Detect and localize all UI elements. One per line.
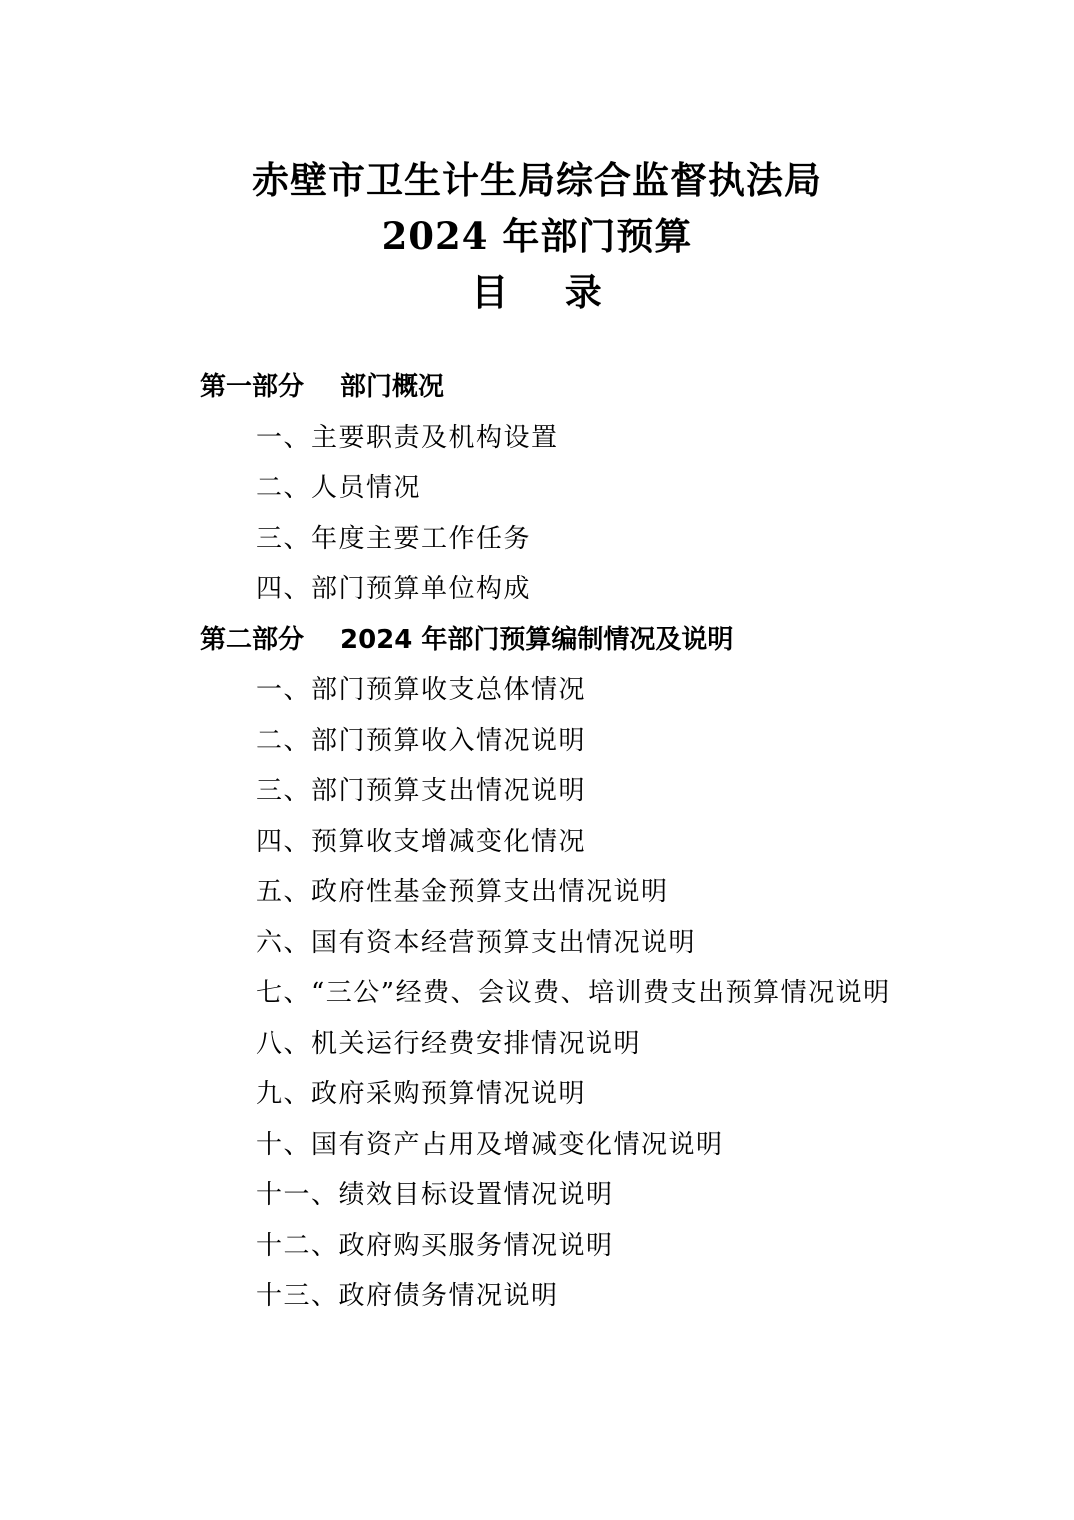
toc-item[interactable]: 一、部门预算收支总体情况 bbox=[256, 675, 587, 705]
toc-item[interactable]: 二、人员情况 bbox=[256, 473, 422, 503]
toc-part-1-heading[interactable] bbox=[0, 362, 1074, 413]
toc-part-1-number: 第一部分 bbox=[200, 372, 305, 402]
toc-item[interactable]: 三、年度主要工作任务 bbox=[256, 523, 532, 554]
document-title bbox=[0, 152, 1074, 320]
toc-item[interactable]: 一、主要职责及机构设置 bbox=[256, 422, 559, 453]
toc-item[interactable]: 十一、绩效目标设置情况说明 bbox=[256, 1180, 614, 1210]
title-agency-name: 赤壁市卫生计生局综合监督执法局 bbox=[252, 158, 822, 202]
toc-item[interactable]: 三、部门预算支出情况说明 bbox=[256, 776, 587, 806]
title-contents: 目 录 bbox=[471, 270, 603, 314]
toc-item[interactable]: 十二、政府购买服务情况说明 bbox=[256, 1230, 614, 1261]
toc-item[interactable]: 四、预算收支增减变化情况 bbox=[256, 826, 587, 857]
toc-item[interactable]: 七、“三公”经费、会议费、培训费支出预算情况说明 bbox=[256, 978, 891, 1008]
toc-item[interactable]: 十三、政府债务情况说明 bbox=[256, 1281, 559, 1311]
table-of-contents bbox=[0, 362, 1074, 1322]
toc-item[interactable]: 九、政府采购预算情况说明 bbox=[256, 1079, 587, 1109]
toc-item[interactable]: 八、机关运行经费安排情况说明 bbox=[256, 1028, 642, 1059]
toc-part-1-title: 部门概况 bbox=[340, 372, 445, 402]
title-budget-year: 2024 年部门预算 bbox=[381, 214, 693, 258]
toc-item[interactable]: 四、部门预算单位构成 bbox=[256, 574, 532, 604]
toc-part-2-heading[interactable] bbox=[0, 615, 1074, 666]
toc-part-2-number: 第二部分 bbox=[200, 624, 305, 655]
toc-item[interactable]: 五、政府性基金预算支出情况说明 bbox=[256, 877, 669, 907]
toc-part-2-title: 2024 年部门预算编制情况及说明 bbox=[340, 624, 734, 655]
toc-item[interactable]: 六、国有资本经营预算支出情况说明 bbox=[256, 927, 697, 958]
toc-item[interactable]: 十、国有资产占用及增减变化情况说明 bbox=[256, 1129, 724, 1160]
toc-item[interactable]: 二、部门预算收入情况说明 bbox=[256, 725, 587, 756]
